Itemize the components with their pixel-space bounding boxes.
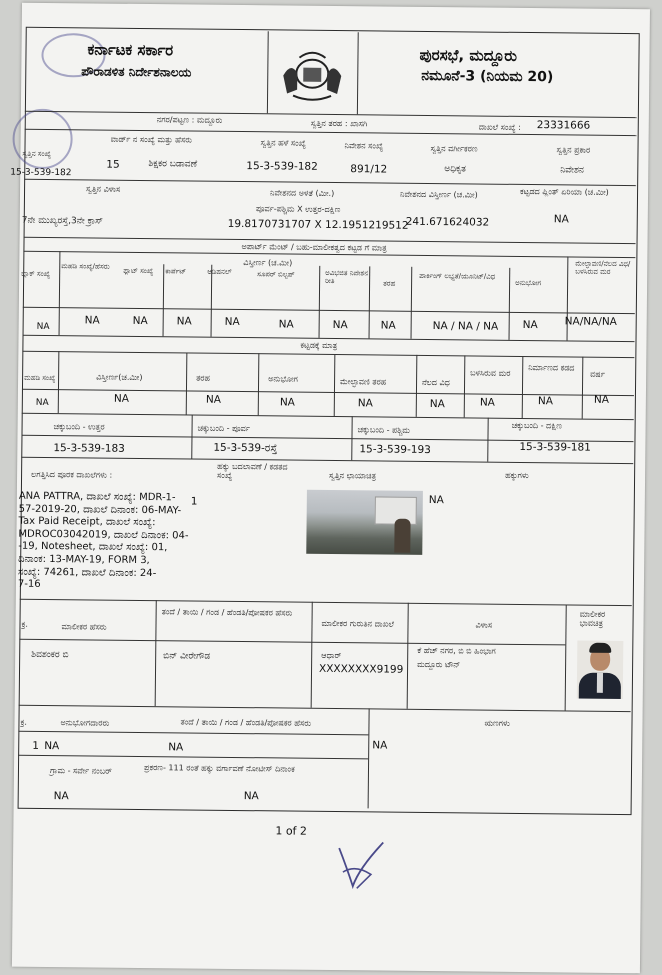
apt-value-roof: NA/NA/NA [564,315,617,328]
transfer-label: ಹಕ್ಕು ಬದಲಾವಣೆ / ಕಡತದ ಸಂಖ್ಯೆ [217,461,288,480]
form-number: ನಮೂನೆ-3 (ನಿಯಮ 20) [421,67,554,86]
survey-number-label: ಗ್ರಾಮ - ಸರ್ವೇ ನಂಬರ್ [49,766,113,776]
boundary-east: 15-3-539-ರಸ್ತೆ [213,441,278,455]
document-page [12,3,650,974]
rights-value: NA [428,493,444,507]
boundary-west: 15-3-539-193 [359,443,431,457]
owner-header-name: ಮಾಲೀಕರ ಹೆಸರು [61,622,107,632]
city-label: ನಗರ/ಪಟ್ಟಣ : ಮದ್ದೂರು [156,115,223,125]
bld-value-wood: NA [479,396,495,409]
owner-id-type: ಆಧಾರ್ [321,650,342,661]
bld-header-area: ವಿಸ್ತೀರ್ಣ(ಚ.ಮೀ) [96,372,143,382]
ward-label: ವಾರ್ಡ್ ನ ಸಂಖ್ಯೆ ಮತ್ತು ಹೆಸರು [110,134,193,145]
documents-list: ANA PATTRA, ದಾಖಲೆ ಸಂಖ್ಯೆ: MDR-1- 57-2019-20, ದಾಖಲೆ ದಿನಾಂಕ: 06-MAY- Tax Paid Receipt, ದಾಖಲೆ ಸಂಖ್ಯೆ: MDROC03042019, ದಾಖಲೆ ದಿನಾಂಕ: 04- -19, Notesheet, ದಾಖಲೆ ಸಂಖ್ಯೆ: 01, ದಿನಾಂಕ: 13-MAY-19, FORM 3, ಸಂಖ್ಯೆ: 74261, ದಾಖಲೆ ದಿನಾಂಕ: 24- 7-16 [17,490,189,591]
area-label: ನಿವೇಶನದ ವಿಸ್ತೀರ್ಣ (ಚ.ಮೀ) [399,189,478,200]
owner-address-line2: ಮದ್ದೂರು ಟೌನ್ [417,659,461,670]
boundary-south-label: ಚಕ್ಕುಬಂದಿ - ದಕ್ಷಿಣ [511,420,562,431]
property-photo [306,490,423,555]
apt-header-floor: ಮಹಡಿ ಸಂಖ್ಯೆ/ಹೆಸರು [61,262,110,271]
ward-number: 15 [106,158,120,171]
bld-value-area: NA [113,392,129,405]
bld-value-roof: NA [357,397,373,410]
coordinates: 19.8170731707 X 12.1951219512 [227,217,409,232]
owner-header-photo: ಮಾಲೀಕರ ಭಾವಚಿತ್ರ [579,609,606,628]
liabilities-header: ಋಣಗಳು [484,718,510,728]
apt-header-flat: ಫ್ಲಾಟ್ ಸಂಖ್ಯೆ [123,266,154,276]
apt-value-super-builtup: NA [278,318,294,331]
property-type-label: ಸ್ವತ್ತಿನ ತರಹ : ಖಾಸಗಿ [310,118,368,129]
apt-header-additional: ಆಡಿಷನಲ್ [207,267,232,276]
apt-header-parking: ಪಾರ್ಕಿಂಗ್ ಲಭ್ಯತೆ/ಯೂನಿಟ್/ವಿಧ [419,271,496,281]
boundary-west-label: ಚಕ್ಕುಬಂದಿ - ಪಶ್ಚಿಮ [357,425,410,435]
classification-label: ಸ್ವತ್ತಿನ ವರ್ಗೀಕರಣ [430,143,478,154]
ward-name: ಶಿಕ್ಷಕರ ಬಡಾವಣೆ [148,159,198,170]
old-property-number: 15-3-539-182 [246,160,318,173]
property-id: 15-3-539-182 [10,167,72,179]
bld-header-type: ತರಹ [196,373,211,383]
apartment-title: ಅಪಾರ್ಟ್ ಮೆಂಟ್ / ಬಹು-ಮಾಲೀಕತ್ವದ ಕಟ್ಟಡ ಗೆ ಮಾತ್ರ [241,242,387,253]
apt-header-block: ಬ್ಲಾಕ್ ಸಂಖ್ಯೆ [21,269,51,279]
transfer-notice-label: ಪ್ರಕರಣ- 111 ರಂತೆ ಹಕ್ಕು ವರ್ಗಾವಣೆ ನೋಟೀಸ್ ದಿನಾಂಕ [143,763,295,774]
built-area: NA [553,213,569,226]
apt-value-undivided: NA [332,318,348,332]
apt-value-block: NA [36,321,50,333]
boundary-north: 15-3-539-183 [53,442,125,455]
site-photo-label: ಸ್ವತ್ತಿನ ಛಾಯಾಚಿತ್ರ [329,470,377,481]
property-kind-value: ನಿವೇಶನ [560,165,585,176]
transfer-number: 1 [190,495,198,508]
owner-name: ಶಿವಶಂಕರ ಬಿ [31,649,69,661]
document-number-label: ದಾಖಲೆ ಸಂಖ್ಯೆ : [478,122,521,132]
bld-value-type: NA [205,393,221,406]
govt-title: ಕರ್ನಾಟಕ ಸರ್ಕಾರ [87,40,174,60]
bld-value-floor-kind: NA [429,398,445,411]
occupant-header-relative: ತಂದೆ / ತಾಯಿ / ಗಂಡ / ಹೆಂಡತಿ/ಪೋಷಕರ ಹೆಸರು [180,717,312,728]
bld-header-usage: ಅನುಭೋಗ [268,374,298,384]
coordinates-label: ಪೂರ್ವ-ಪಶ್ಚಿಮ X ಉತ್ತರ-ದಕ್ಷಿಣ [255,204,341,215]
owner-address-line1: ಕೆ ಹೆಚ್ ನಗರ, ಬಿ ಬಿ ಹಿಂಭಾಗ [417,645,496,656]
owner-relative: ಬಿನ್ ವೀರೇಗೌಡ [163,651,211,662]
apt-value-usage: NA [522,318,538,332]
property-address: 7ನೇ ಮುಖ್ಯರಸ್ತೆ,3ನೇ ಕ್ರಾಸ್ [21,215,103,227]
property-kind-label: ಸ್ವತ್ತಿನ ಪ್ರಕಾರ [556,145,591,155]
liabilities-value: NA [372,739,388,752]
survey-number: NA [53,790,69,803]
apartment-area-header: ವಿಸ್ತೀರ್ಣ (ಚ.ಮೀ) [243,258,293,268]
bld-header-roof: ಮೇಲ್ಛಾವಣಿ ತರಹ [340,377,387,387]
classification-value: ಅಧಿಕೃತ [444,164,466,175]
handwritten-signature [333,838,394,893]
boundary-south: 15-3-539-181 [519,440,591,454]
property-id-caption: ಸ್ವತ್ತಿನ ಸಂಖ್ಯೆ [22,149,52,159]
bld-value-construction: NA [537,395,553,408]
apt-header-type: ತರಹ [383,279,396,288]
site-area: 241.671624032 [405,215,490,229]
documents-label: ಲಗತ್ತಿಸಿದ ಪೂರಕ ದಾಖಲೆಗಳು : [31,469,113,480]
bld-value-year: NA [593,393,610,406]
bld-value-usage: NA [279,396,295,409]
rights-label: ಹಕ್ಕುಗಳು [505,470,529,481]
bld-header-wood: ಬಳಸಿರುವ ಮರ [470,368,511,378]
occupant-number: 1 [32,739,39,752]
bld-header-construction: ನಿರ್ಮಾಣದ ಕಡದ [528,363,575,373]
apt-header-undivided: ಅವಿಭಜಿತ ನಿವೇಶನ ರೀತಿ [325,268,369,285]
owner-photo [577,641,624,699]
transfer-notice-date: NA [243,790,259,803]
boundary-north-label: ಚಕ್ಕುಬಂದಿ - ಉತ್ತರ [53,422,105,432]
state-emblem [279,45,346,104]
owner-header-address: ವಿಳಾಸ [475,620,493,630]
boundary-east-label: ಚಕ್ಕುಬಂದಿ - ಪೂರ್ವ [197,423,250,434]
round-seal-stamp [12,109,73,170]
owner-header-id: ಮಾಲೀಕರ ಗುರುತಿನ ದಾಖಲೆ [321,618,394,629]
occupant-relative: NA [168,741,184,754]
site-number: 891/12 [350,163,388,176]
occupant-header-no: ಕ್ರ. [20,717,28,727]
apt-header-super-builtup: ಸೂಪರ್ ಬಿಲ್ಟಪ್ [257,270,295,279]
bld-header-year: ವರ್ಷ [590,369,605,379]
apt-value-carpet: NA [176,315,192,328]
apt-header-carpet: ಕಾರ್ಪೆಟ್ [165,267,187,276]
owner-header-no: ಕ್ರ. [21,619,29,629]
page-number: 1 of 2 [275,824,308,838]
site-number-label: ನಿವೇಶನ ಸಂಖ್ಯೆ [344,141,384,151]
dimension-label: ನಿವೇಶನದ ಅಳತೆ (ಮೀ.) [269,188,335,198]
address-label: ಸ್ವತ್ತಿನ ವಿಳಾಸ [86,184,121,194]
apt-header-usage: ಅನುಭೋಗ [515,278,542,288]
document-number: 23331666 [536,119,591,132]
owner-header-relative: ತಂದೆ / ತಾಯಿ / ಗಂಡ / ಹೆಂಡತಿ/ಪೋಷಕರ ಹೆಸರು [161,607,293,618]
apt-value-flat: NA [132,314,148,328]
apt-header-roof: ಮೇಲ್ಛಾವಣಿ/ನೆಲದ ವಿಧ/ಬಳಸಿರುವ ಮರ [575,259,631,276]
municipality-name: ಪುರಸಭೆ, ಮದ್ದೂರು [419,45,518,65]
bld-value-floor: NA [35,397,49,409]
bld-header-floor-kind: ನೆಲದ ವಿಧ [422,377,450,388]
bld-header-floor: ಮಹಡಿ ಸಂಖ್ಯೆ [24,373,56,383]
govt-subtitle: ಪೌರಾಡಳಿತ ನಿರ್ದೇಶನಾಲಯ [81,64,192,80]
occupant-header-name: ಅನುಭೋಗದಾರರು [60,718,110,728]
old-number-label: ಸ್ವತ್ತಿನ ಹಳೆ ಸಂಖ್ಯೆ [260,138,306,148]
built-area-label: ಕಟ್ಟಡದ ಪ್ಲಿಂತ್ ಏರಿಯಾ (ಚ.ಮೀ) [520,186,609,197]
apt-value-floor: NA [84,314,100,327]
owner-id-number: XXXXXXXX9199 [318,662,404,676]
apt-value-additional: NA [224,315,240,329]
apt-value-type: NA [380,319,396,332]
occupant-name: NA [44,739,60,753]
apt-value-parking: NA / NA / NA [432,320,499,333]
building-title: ಕಟ್ಟಡಕ್ಕೆ ಮಾತ್ರ [300,340,338,351]
